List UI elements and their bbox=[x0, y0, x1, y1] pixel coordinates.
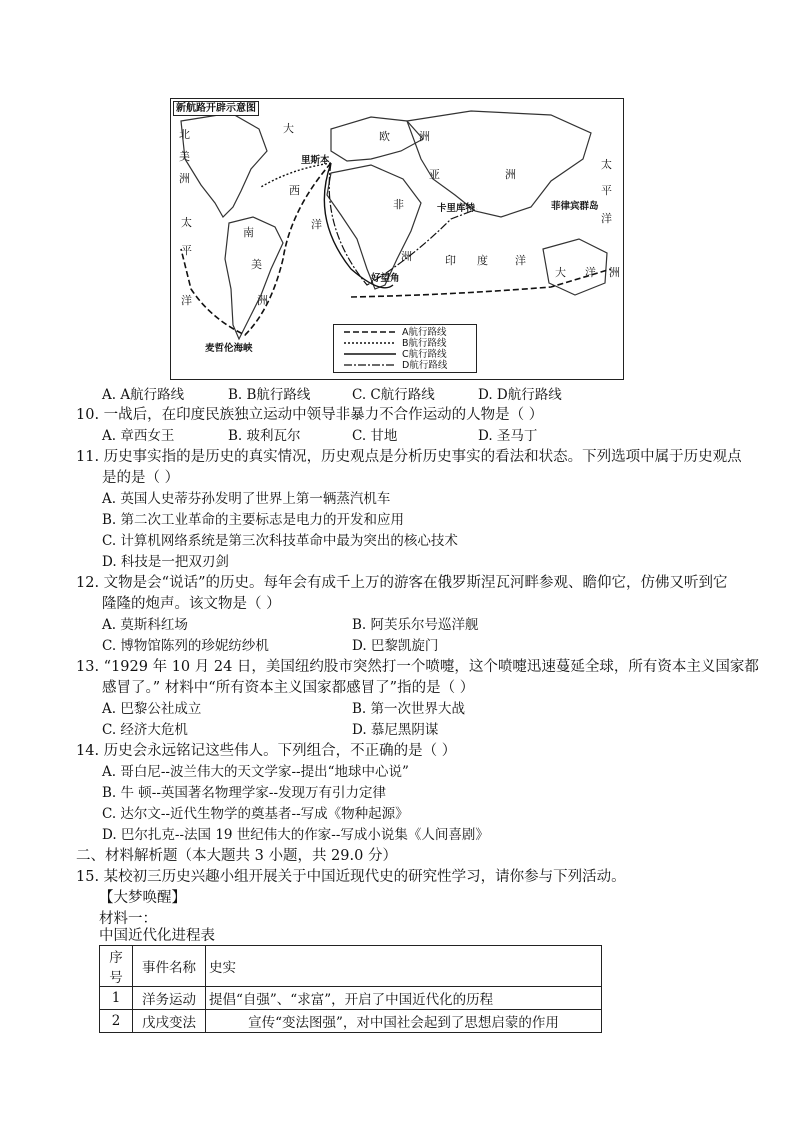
map-label: 平 bbox=[181, 244, 192, 257]
q11-option-d: D. 科技是一把双刃剑 bbox=[102, 554, 229, 570]
q11-stem-cont: 是的是（ ） bbox=[102, 470, 180, 486]
map-label: 大 bbox=[283, 122, 294, 135]
map-label: 洲 bbox=[179, 172, 190, 185]
table-header-cell: 序号 bbox=[100, 946, 133, 987]
new-route-map bbox=[170, 98, 624, 380]
map-label: 平 bbox=[601, 184, 612, 197]
q14-option-a: A. 哥白尼--波兰伟大的天文学家--提出“地球中心说” bbox=[102, 764, 409, 780]
q9-option-b: B. B航行路线 bbox=[228, 387, 311, 403]
table-cell: 戊戌变法 bbox=[133, 1010, 206, 1033]
q15-stem: 15. 某校初三历史兴趣小组开展关于中国近现代史的研究性学习，请你参与下列活动。 bbox=[76, 869, 626, 885]
q13-stem-cont: 感冒了。” 材料中“所有资本主义国家都感冒了”指的是（ ） bbox=[102, 680, 475, 696]
map-label: 美 bbox=[251, 258, 262, 271]
q12-option-d: D. 巴黎凯旋门 bbox=[352, 638, 439, 654]
map-label-philippines: 菲律宾群岛 bbox=[551, 201, 599, 212]
table-header-cell: 史实 bbox=[206, 946, 602, 987]
map-label-magellan: 麦哲伦海峡 bbox=[205, 343, 253, 354]
map-label: 洋 bbox=[311, 218, 322, 231]
q13-option-b: B. 第一次世界大战 bbox=[352, 701, 466, 717]
q11-option-c: C. 计算机网络系统是第三次科技革命中最为突出的核心技术 bbox=[102, 533, 458, 549]
q15-material-label: 材料一： bbox=[99, 911, 157, 927]
map-label-lisbon: 里斯本 bbox=[301, 155, 330, 166]
map-label: 洲 bbox=[419, 130, 430, 143]
q12-option-b: B. 阿芙乐尔号巡洋舰 bbox=[352, 617, 479, 633]
map-legend bbox=[333, 324, 477, 373]
table-header-cell: 事件名称 bbox=[133, 946, 206, 987]
q10-option-c: C. 甘地 bbox=[352, 428, 398, 444]
q13-stem: 13. “1929 年 10 月 24 日，美国纽约股市突然打一个喷嚏，这个喷嚏迅速蔓延全球，所有资本主义国家都 bbox=[76, 659, 759, 675]
modernization-table bbox=[99, 945, 602, 1033]
map-label: 印 bbox=[445, 254, 456, 267]
map-label: 洋 bbox=[585, 266, 596, 279]
table-cell: 宣传“变法图强”，对中国社会起到了思想启蒙的作用 bbox=[206, 1010, 602, 1033]
europe-outline bbox=[331, 117, 423, 161]
south-america-outline bbox=[225, 217, 283, 339]
table-cell: 洋务运动 bbox=[133, 987, 206, 1010]
q12-stem: 12. 文物是会“说话”的历史。每年会有成千上万的游客在俄罗斯涅瓦河畔参观、瞻仰它，仿佛又听到它 bbox=[76, 575, 728, 591]
legend-a: A航行路线 bbox=[402, 327, 447, 338]
map-title: 新航路开辟示意图 bbox=[173, 101, 259, 116]
map-label: 大 bbox=[555, 266, 566, 279]
q12-option-a: A. 莫斯科红场 bbox=[102, 617, 188, 633]
map-label: 洲 bbox=[401, 250, 412, 263]
q15-heading: 【大梦唤醒】 bbox=[99, 890, 186, 906]
q11-option-a: A. 英国人史蒂芬孙发明了世界上第一辆蒸汽机车 bbox=[102, 491, 391, 507]
legend-c: C航行路线 bbox=[402, 349, 447, 360]
map-label: 美 bbox=[179, 150, 190, 163]
q13-option-d: D. 慕尼黑阴谋 bbox=[352, 722, 439, 738]
q12-stem-cont: 隆隆的炮声。该文物是（ ） bbox=[102, 596, 281, 612]
map-label: 北 bbox=[179, 128, 190, 141]
q14-stem: 14. 历史会永远铭记这些伟人。下列组合，不正确的是（ ） bbox=[76, 743, 457, 759]
table-cell: 2 bbox=[100, 1010, 133, 1033]
map-label-calicut: 卡里库特 bbox=[437, 203, 476, 214]
q13-option-c: C. 经济大危机 bbox=[102, 722, 188, 738]
africa-outline bbox=[327, 165, 421, 289]
map-label: 太 bbox=[181, 216, 192, 229]
q12-option-c: C. 博物馆陈列的珍妮纺纱机 bbox=[102, 638, 269, 654]
section-2-heading: 二、材料解析题（本大题共 3 小题，共 29.0 分） bbox=[76, 848, 397, 864]
q14-option-d: D. 巴尔扎克--法国 19 世纪伟大的作家--写成小说集《人间喜剧》 bbox=[102, 827, 489, 843]
legend-b: B航行路线 bbox=[402, 338, 447, 349]
map-label: 洋 bbox=[601, 212, 612, 225]
table-title: 中国近代化进程表 bbox=[99, 928, 215, 944]
table-header-row bbox=[100, 946, 602, 987]
map-label: 南 bbox=[243, 226, 254, 239]
map-label: 洲 bbox=[257, 294, 268, 307]
table-row bbox=[100, 1010, 602, 1033]
table-row bbox=[100, 987, 602, 1010]
q13-option-a: A. 巴黎公社成立 bbox=[102, 701, 202, 717]
map-label: 洋 bbox=[515, 254, 526, 267]
q10-option-d: D. 圣马丁 bbox=[478, 428, 538, 444]
map-label-cape: 好望角 bbox=[371, 273, 400, 284]
q9-option-d: D. D航行路线 bbox=[478, 387, 562, 403]
map-label: 欧 bbox=[379, 130, 390, 143]
q10-option-b: B. 玻利瓦尔 bbox=[228, 428, 301, 444]
map-label: 西 bbox=[289, 184, 300, 197]
map-label: 亚 bbox=[429, 168, 440, 181]
map-label: 非 bbox=[393, 198, 404, 211]
q10-option-a: A. 章西女王 bbox=[102, 428, 175, 444]
legend-d: D航行路线 bbox=[402, 360, 448, 371]
q9-option-a: A. A航行路线 bbox=[102, 387, 185, 403]
q11-stem: 11. 历史事实指的是历史的真实情况，历史观点是分析历史事实的看法和状态。下列选项中属于历史观点 bbox=[76, 449, 742, 465]
map-label: 洲 bbox=[609, 266, 620, 279]
q10-stem: 10. 一战后，在印度民族独立运动中领导非暴力不合作运动的人物是（ ） bbox=[76, 407, 544, 423]
table-cell: 1 bbox=[100, 987, 133, 1010]
map-label: 太 bbox=[601, 158, 612, 171]
north-america-outline bbox=[181, 113, 267, 217]
map-label: 洲 bbox=[505, 168, 516, 181]
map-label: 洋 bbox=[181, 294, 192, 307]
q9-option-c: C. C航行路线 bbox=[352, 387, 435, 403]
q11-option-b: B. 第二次工业革命的主要标志是电力的开发和应用 bbox=[102, 512, 405, 528]
map-label: 度 bbox=[477, 254, 488, 267]
q14-option-c: C. 达尔文--近代生物学的奠基者--写成《物种起源》 bbox=[102, 806, 409, 822]
table-cell: 提倡“自强”、“求富”，开启了中国近代化的历程 bbox=[206, 987, 602, 1010]
q14-option-b: B. 牛 顿--英国著名物理学家--发现万有引力定律 bbox=[102, 785, 387, 801]
